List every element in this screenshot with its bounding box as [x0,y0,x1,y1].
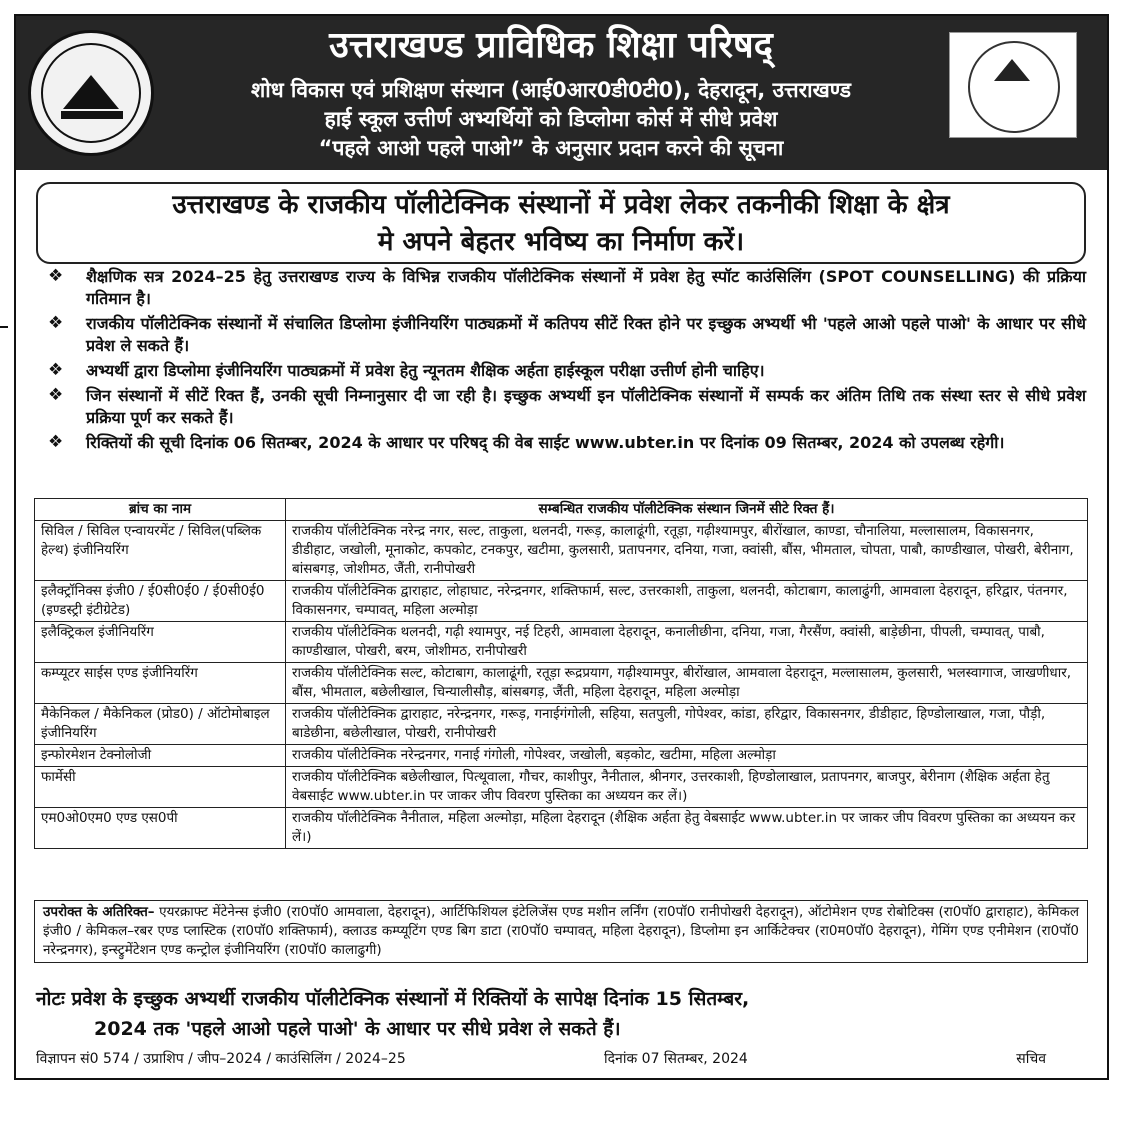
bullet-item: ❖ रिक्तियों की सूची दिनांक 06 सितम्बर, 2024 के आधार पर परिषद् की वेब साईट www.ubter.in पर दिनांक 09 सितम्बर, 2024 को उपलब्ध रहेगी। [48,432,1005,452]
info-bullets [36,266,1086,457]
bullet-diamond-icon: ❖ [48,360,64,380]
notice-date: दिनांक 07 सितम्बर, 2024 [604,1051,748,1067]
advertisement-notice [14,14,1109,1080]
bullet-item: ❖ शैक्षणिक सत्र 2024–25 हेतु उत्तराखण्ड राज्य के विभिन्न राजकीय पॉलीटेक्निक संस्थानों में प्रवेश हेतु स्पॉट काउंसिलिंग (SPOT COUNSELLING) की प्रक्रिया गतिमान है। [48,266,1086,308]
banner-line-1: उत्तराखण्ड के राजकीय पॉलीटेक्निक संस्थानों में प्रवेश लेकर तकनीकी शिक्षा के क्षेत्र [172,190,950,220]
irdt-emblem-icon [949,32,1077,138]
additional-courses-text: एयरक्राफ्ट मेंटेनेन्स इंजी0 (रा0पॉ0 आमवाला, देहरादून), आर्टिफिशियल इंटेलिजेंस एण्ड मशीन लर्निंग (रा0पॉ0 रानीपोखरी देहरादून), ऑटोमेशन एण्ड रोबोटिक्स (रा0पॉ0 द्वाराहाट), केमिकल इंजी0 / केमिकल–रबर एण्ड प्लास्टिक (रा0पॉ0 शक्तिफार्म), क्लाउड कम्प्यूटिंग एण्ड बिग डाटा (रा0पॉ0 चम्पावत्, महिला देहरादून), डिप्लोमा इन आर्किटेक्चर (रा0म0पॉ0 देहरादून), गेमिंग एण्ड एनीमेशन (रा0पॉ0 नरेन्द्रनगर), इन्स्ट्रुमेंटेशन एण्ड कन्ट्रोल इंजीनियरिंग (रा0पॉ0 कालाढुगी) [43,904,1079,958]
bullet-diamond-icon: ❖ [48,432,64,452]
bullet-diamond-icon: ❖ [48,313,64,333]
board-title: उत्तराखण्ड प्राविधिक शिक्षा परिषद् [329,25,773,66]
table-row [35,521,1088,581]
table-row [35,808,1088,849]
branch-name: मैकेनिकल / मैकेनिकल (प्रोड0) / ऑटोमोबाइल इंजीनियरिंग [35,704,286,745]
additional-courses [34,900,1088,963]
branch-name: इलैक्ट्रॉनिक्स इंजी0 / ई0सी0ई0 / ई0सी0ई0 (इण्डस्ट्री इंटीग्रेटेड) [35,581,286,622]
notice-footer [36,1049,1086,1069]
signatory: सचिव [1016,1051,1046,1067]
note-line-1: नोटः प्रवेश के इच्छुक अभ्यर्थी राजकीय पॉलीटेक्निक संस्थानों में रिक्तियों के सापेक्ष दिनांक 15 सितम्बर, [36,988,750,1010]
bullet-item: ❖ राजकीय पॉलीटेक्निक संस्थानों में संचालित डिप्लोमा इंजीनियरिंग पाठ्यक्रमों में कतिपय सीटें रिक्त होने पर इच्छुक अभ्यर्थी भी 'पहले आओ पहले पाओ' के आधार पर सीधे प्रवेश ले सकते हैं। [48,313,1086,355]
notice-header [16,16,1107,170]
page-edge-mark [0,326,8,328]
table-row [35,663,1088,704]
headline-banner [36,182,1086,264]
institute-list: राजकीय पॉलीटेक्निक द्वाराहाट, नरेन्द्रनगर, गरूड़, गनाईगंगोली, सहिया, सतपुली, गोपेश्वर, कांडा, हरिद्वार, विकासनगर, डीडीहाट, हिण्डोलाखाल, गजा, पौड़ी, बाडेछीना, बछेलीखाल, पोखरी, रानीपोखरी [286,704,1088,745]
institute-list: राजकीय पॉलीटेक्निक थलनदी, गढ़ी श्यामपुर, नई टिहरी, आमवाला देहरादून, कनालीछीना, दनिया, गजा, गैरसैंण, क्वांसी, बाड़ेछीना, पीपली, चम्पावत्, पाबौ, काण्डीखाल, पोखरी, बरम, जोशीमठ, रानीपोखरी [286,622,1088,663]
admission-note [36,984,1086,1044]
branch-name: फार्मेसी [35,767,286,808]
table-row [35,745,1088,767]
institute-list: राजकीय पॉलीटेक्निक नैनीताल, महिला अल्मोड़ा, महिला देहरादून (शैक्षिक अर्हता हेतु वेबसाईट www.ubter.in पर जाकर जीप विवरण पुस्तिका का अध्ययन कर लें।) [286,808,1088,849]
institute-list: राजकीय पॉलीटेक्निक द्वाराहाट, लोहाघाट, नरेन्द्रनगर, शक्तिफार्म, सल्ट, उत्तरकाशी, ताकुला, थलनदी, कोटाबाग, कालाढुंगी, आमवाला देहरादून, हरिद्वार, पंतनगर, विकासनगर, चम्पावत्, महिला अल्मोड़ा [286,581,1088,622]
note-line-2: 2024 तक 'पहले आओ पहले पाओ' के आधार पर सीधे प्रवेश ले सकते हैं। [94,1018,621,1040]
column-header-branch: ब्रांच का नाम [35,499,286,521]
table-row [35,581,1088,622]
banner-line-2: मे अपने बेहतर भविष्य का निर्माण करें। [377,227,745,257]
branch-name: सिविल / सिविल एन्वायरमेंट / सिविल(पब्लिक हेल्थ) इंजीनियरिंग [35,521,286,581]
table-row [35,704,1088,745]
institute-list: राजकीय पॉलीटेक्निक बछेलीखाल, पित्थूवाला, गौचर, काशीपुर, नैनीताल, श्रीनगर, उत्तरकाशी, हिण्डोलाखाल, प्रतापनगर, बाजपुर, बेरीनाग (शैक्षिक अर्हता हेतु वेबसाईट www.ubter.in पर जाकर जीप विवरण पुस्तिका का अध्ययन कर लें।) [286,767,1088,808]
branch-name: इन्फोरमेशन टेक्नोलोजी [35,745,286,767]
table-header-row [35,499,1088,521]
column-header-institutes: सम्बन्धित राजकीय पॉलीटेक्निक संस्थान जिनमें सीटे रिक्त हैं। [286,499,1088,521]
table-row [35,767,1088,808]
branch-name: कम्प्यूटर साईस एण्ड इंजीनियरिंग [35,663,286,704]
bullet-diamond-icon: ❖ [48,385,64,405]
institute-list: राजकीय पॉलीटेक्निक नरेन्द्र नगर, सल्ट, ताकुला, थलनदी, गरूड़, कालाढूंगी, रतूड़ा, गढ़ीश्यामपुर, बीरोंखाल, काण्डा, चौनालिया, मल्लासालम, विकासनगर, डीडीहाट, जखोली, मूनाकोट, कपकोट, टनकपुर, खटीमा, कुलसारी, प्रतापनगर, दनिया, गजा, क्वांसी, बौंस, भीमताल, चोपता, पाबौ, काण्डीखाल, पोखरी, बेरीनाग, बांसबगड़, जोशीमठ, जैंती, रानीपोखरी [286,521,1088,581]
table-row [35,622,1088,663]
vacancy-table [34,498,1088,849]
bullet-diamond-icon: ❖ [48,266,64,286]
institute-list: राजकीय पॉलीटेक्निक सल्ट, कोटाबाग, कालाढूंगी, रतूड़ा रूद्रप्रयाग, गढ़ीश्यामपुर, बीरोंखाल, आमवाला देहरादून, मल्लासालम, कुलसारी, भलस्वागाज, जाखणीधार, बौंस, भीमताल, बछेलीखाल, चिन्यालीसौड़, बांसबगड़, जैंती, महिला देहरादून, महिला अल्मोड़ा [286,663,1088,704]
notice-subtitle-1: हाई स्कूल उत्तीर्ण अभ्यर्थियों को डिप्लोमा कोर्स में सीधे प्रवेश [324,107,778,131]
branch-name: इलैक्ट्रिकल इंजीनियरिंग [35,622,286,663]
notice-subtitle-2: “पहले आओ पहले पाओ” के अनुसार प्रदान करने की सूचना [318,136,784,160]
branch-name: एम0ओ0एम0 एण्ड एस0पी [35,808,286,849]
advertisement-number: विज्ञापन सं0 574 / उप्राशिप / जीप–2024 / काउंसिलिंग / 2024–25 [36,1051,406,1067]
bullet-item: ❖ जिन संस्थानों में सीटें रिक्त हैं, उनकी सूची निम्नानुसार दी जा रही है। इच्छुक अभ्यर्थी इन पॉलीटेक्निक संस्थानों में सम्पर्क कर अंतिम तिथि तक संस्था स्तर से सीधे प्रवेश प्रक्रिया पूर्ण कर सकते हैं। [48,385,1086,427]
board-seal-icon [28,30,154,156]
bullet-item: ❖ अभ्यर्थी द्वारा डिप्लोमा इंजीनियरिंग पाठ्यक्रमों में प्रवेश हेतु न्यूनतम शैक्षिक अर्हता हाईस्कूल परीक्षा उत्तीर्ण होनी चाहिए। [48,360,765,380]
additional-courses-label: उपरोक्त के अतिरिक्त– [43,904,155,920]
institute-name: शोध विकास एवं प्रशिक्षण संस्थान (आई0आर0डी0टी0), देहरादून, उत्तराखण्ड [250,78,852,102]
institute-list: राजकीय पॉलीटेक्निक नरेन्द्रनगर, गनाई गंगोली, गोपेश्वर, जखोली, बड़कोट, खटीमा, महिला अल्मोड़ा [286,745,1088,767]
